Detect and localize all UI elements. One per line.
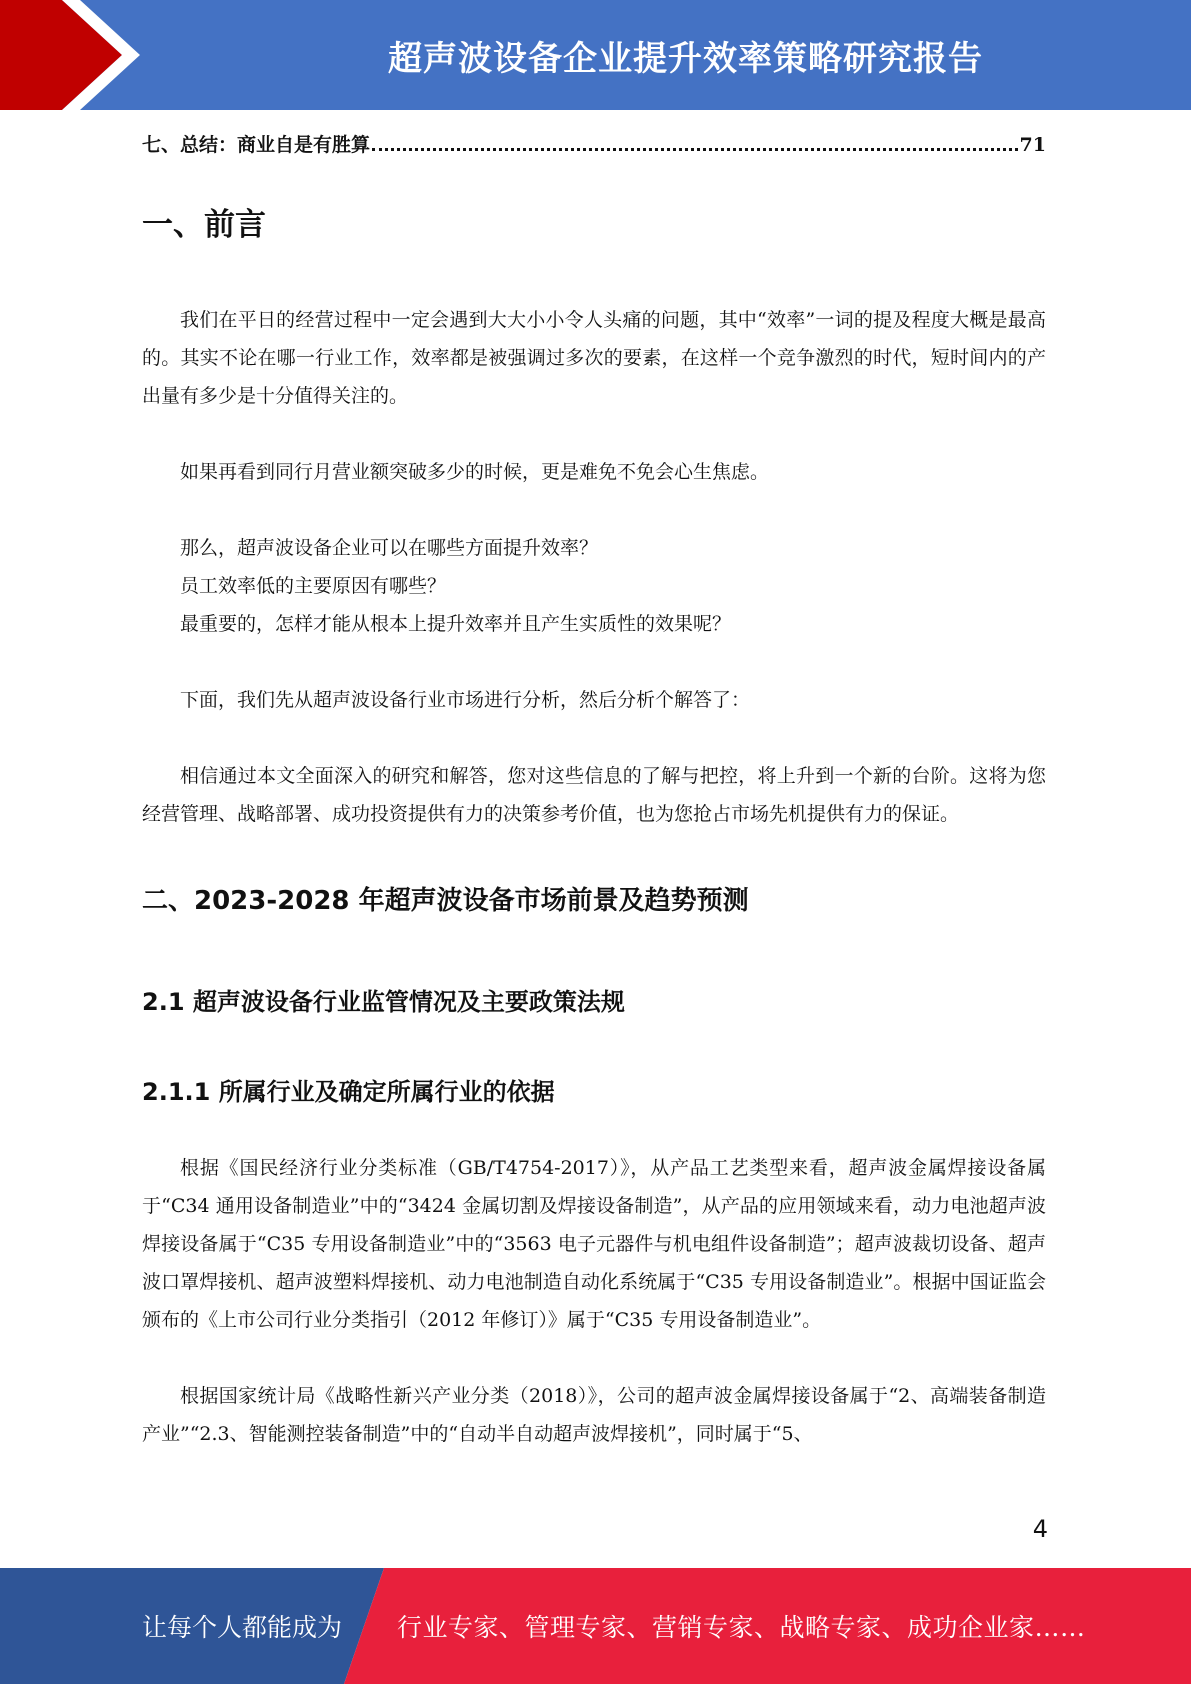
paragraph: 相信通过本文全面深入的研究和解答，您对这些信息的了解与把控，将上升到一个新的台阶。这将为您经营管理、战略部署、成功投资提供有力的决策参考价值，也为您抢占市场先机提供有力的保证。 xyxy=(142,765,1046,825)
section-heading-forecast: 二、2023-2028 年超声波设备市场前景及趋势预测 xyxy=(142,886,749,916)
footer-slogan-left: 让每个人都能成为 xyxy=(142,1613,343,1642)
subsection-heading: 2.1.1 所属行业及确定所属行业的依据 xyxy=(142,1078,555,1106)
footer-banner xyxy=(0,1568,1191,1684)
report-title: 超声波设备企业提升效率策略研究报告 xyxy=(388,38,983,79)
subsection-heading: 2.1 超声波设备行业监管情况及主要政策法规 xyxy=(142,988,625,1016)
paragraph: 我们在平日的经营过程中一定会遇到大大小小令人头痛的问题，其中“效率”一词的提及程度大概是最高的。其实不论在哪一行业工作，效率都是被强调过多次的要素，在这样一个竞争激烈的时代，短时间内的产出量有多少是十分值得关注的。 xyxy=(142,309,1046,407)
toc-leader-dots xyxy=(372,148,1018,151)
paragraph: 下面，我们先从超声波设备行业市场进行分析，然后分析个解答了： xyxy=(180,689,751,711)
toc-entry-page: 71 xyxy=(1019,134,1046,156)
paragraph: 如果再看到同行月营业额突破多少的时候，更是难免不免会心生焦虑。 xyxy=(180,461,770,483)
question: 那么，超声波设备企业可以在哪些方面提升效率？ xyxy=(180,537,599,559)
footer-slogan-right: 行业专家、管理专家、营销专家、战略专家、成功企业家…… xyxy=(397,1613,1086,1642)
main-content xyxy=(142,124,1046,1453)
section-heading-preface: 一、前言 xyxy=(142,207,266,243)
question: 最重要的，怎样才能从根本上提升效率并且产生实质性的效果呢？ xyxy=(180,613,732,635)
paragraph: 根据国家统计局《战略性新兴产业分类（2018）》，公司的超声波金属焊接设备属于“2、高端装备制造产业”“2.3、智能测控装备制造”中的“自动半自动超声波焊接机”，同时属于“5、 xyxy=(142,1385,1046,1445)
toc-entry[interactable] xyxy=(142,130,1046,157)
arrow-decoration xyxy=(0,0,160,110)
question: 员工效率低的主要原因有哪些？ xyxy=(180,575,447,597)
toc-entry-label: 七、总结：商业自是有胜算 xyxy=(142,134,371,156)
page-number: 4 xyxy=(1032,1515,1048,1543)
header-banner xyxy=(0,0,1191,110)
paragraph: 根据《国民经济行业分类标准（GB/T4754-2017）》，从产品工艺类型来看，超声波金属焊接设备属于“C34 通用设备制造业”中的“3424 金属切割及焊接设备制造”，从产品的应用领域来看，动力电池超声波焊接设备属于“C35 专用设备制造业”中的“3563 电子元器件与机电组件设备制造”；超声波裁切设备、超声波口罩焊接机、超声波塑料焊接机、动力电池制造自动化系统属于“C35 专用设备制造业”。根据中国证监会颁布的《上市公司行业分类指引（2012 年修订）》属于“C35 专用设备制造业”。 xyxy=(142,1157,1046,1331)
